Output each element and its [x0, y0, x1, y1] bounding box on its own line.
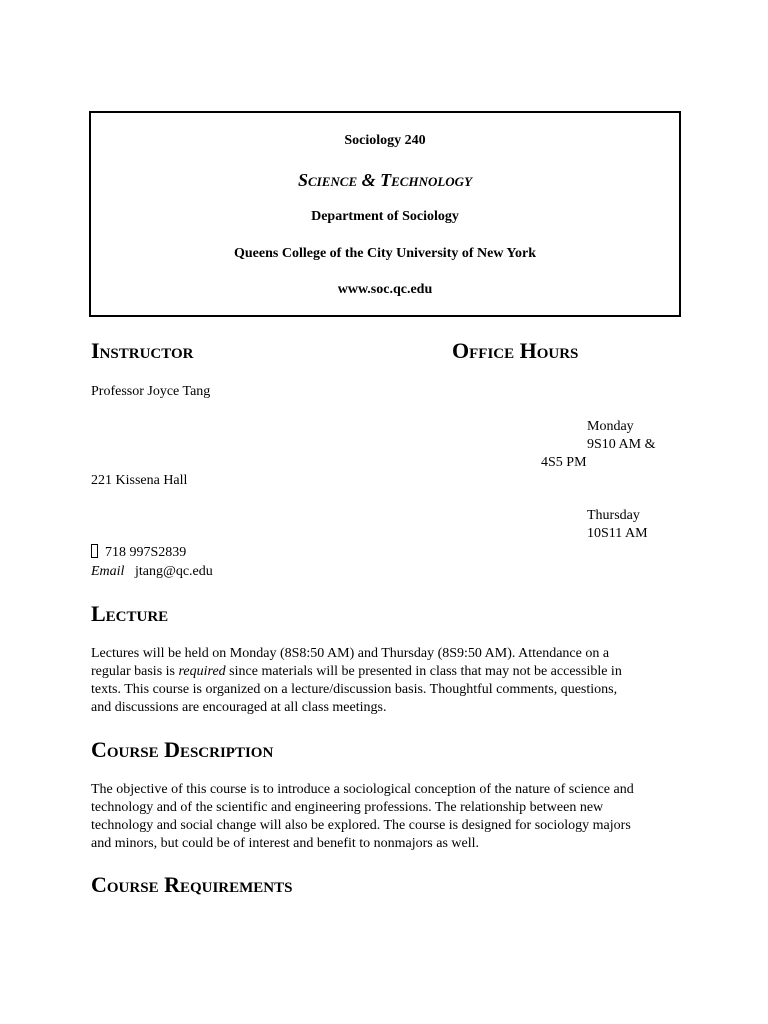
instructor-phone: 718 997S2839: [105, 545, 187, 560]
course-requirements-heading: Course Requirements: [91, 872, 293, 897]
instructor-office: 221 Kissena Hall: [91, 473, 188, 488]
description-line: The objective of this course is to introduce a sociological conception of the nature of science and: [91, 782, 634, 797]
description-line: and minors, but could be of interest and benefit to nonmajors as well.: [91, 836, 480, 851]
instructor-email-row: [91, 563, 213, 581]
instructor-email[interactable]: jtang@qc.edu: [134, 564, 213, 579]
course-header-box: [89, 111, 681, 317]
website-link[interactable]: www.soc.qc.edu: [337, 282, 433, 297]
office-hours-thursday-day: Thursday: [587, 508, 640, 523]
email-label: Email: [91, 564, 125, 579]
lecture-heading: Lecture: [91, 601, 169, 626]
description-line: technology and social change will also be explored. The course is designed for sociology majors: [91, 818, 631, 833]
instructor-name: Professor Joyce Tang: [91, 384, 211, 399]
lecture-line: texts. This course is organized on a lecture/discussion basis. Thoughtful comments, questions,: [91, 682, 618, 697]
required-emphasis: required: [178, 664, 226, 679]
office-hours-thursday-time: 10S11 AM: [587, 526, 648, 541]
office-hours-monday-time: 9S10 AM &: [587, 437, 656, 452]
college-name: Queens College of the City University of New York: [234, 246, 536, 261]
description-line: technology and of the scientific and engineering professions. The relationship between new: [91, 800, 604, 815]
instructor-phone-row: [91, 544, 186, 562]
course-description-paragraph: [91, 781, 691, 853]
office-hours-heading: Office Hours: [452, 338, 579, 363]
course-description-heading: Course Description: [91, 737, 274, 762]
office-hours-monday-day: Monday: [587, 419, 634, 434]
lecture-line: regular basis is required since materials will be presented in class that may not be accessible in: [91, 664, 622, 679]
course-number: Sociology 240: [344, 133, 426, 148]
lecture-line: Lectures will be held on Monday (8S8:50 AM) and Thursday (8S9:50 AM). Attendance on a: [91, 646, 610, 661]
phone-icon: [91, 544, 98, 558]
lecture-line: and discussions are encouraged at all class meetings.: [91, 700, 387, 715]
instructor-heading: Instructor: [91, 338, 194, 363]
lecture-paragraph: [91, 645, 691, 717]
course-title: Science & Technology: [297, 170, 473, 190]
department-name: Department of Sociology: [311, 209, 459, 224]
office-hours-monday-time-2: 4S5 PM: [541, 455, 587, 470]
